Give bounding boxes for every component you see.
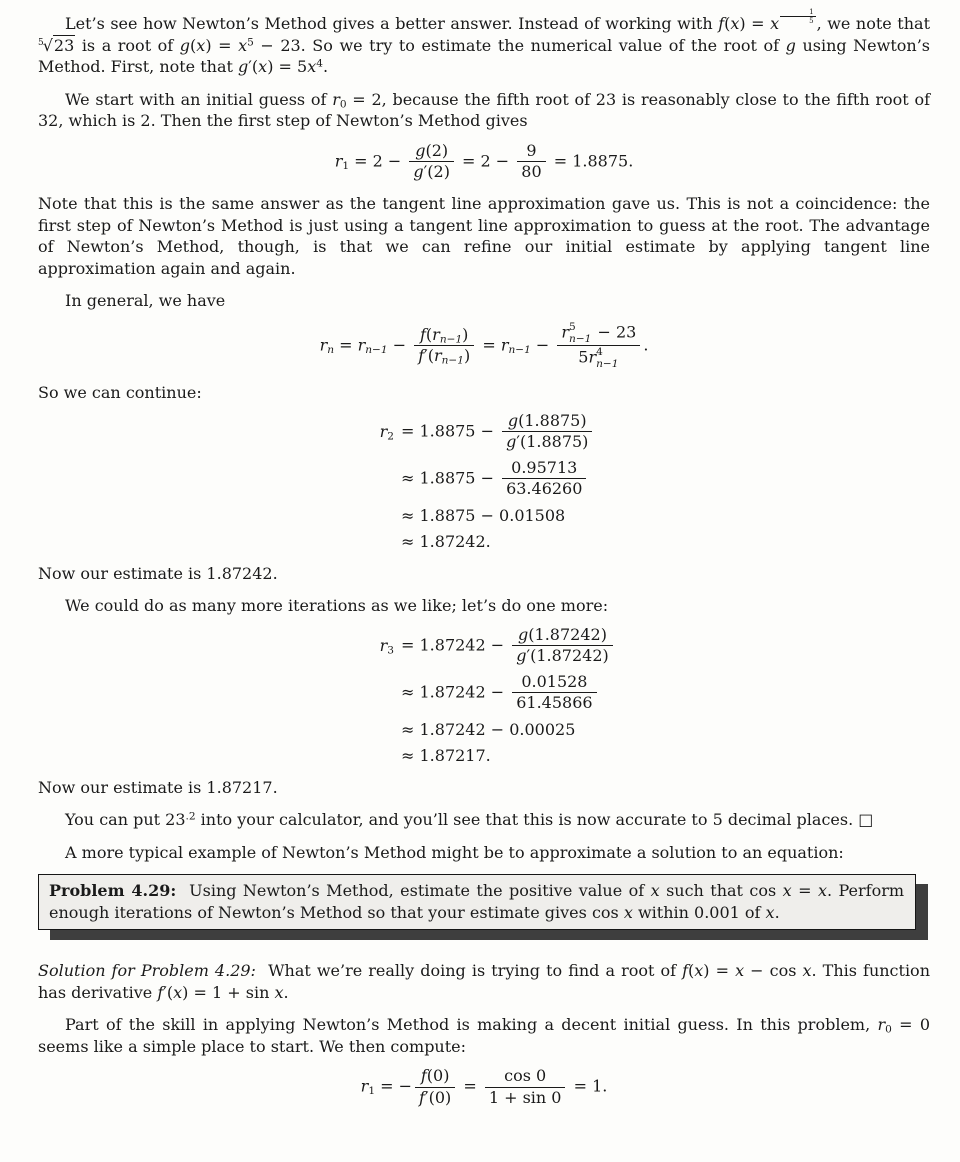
equation-row <box>38 625 930 667</box>
equation-rhs: ≈ 1.8875 − 0.01508 <box>401 505 566 525</box>
paragraph-in-general: In general, we have <box>65 291 226 311</box>
paragraph-initial-guess: We start with an initial guess of $r_0 = 2$, because the fifth root of 23 is reasonably close to the fifth root of 32, which is 2. Then the first step of Newton’s Method gives <box>38 89 931 130</box>
equation-row <box>38 672 930 714</box>
equation-r1-cos: $r_1$ = − $\frac{f(0)}{f'(0)}$ = $\frac{\cos 0}{1 + \sin 0}$ = 1. <box>360 1066 608 1107</box>
paragraph-one-more-iteration: We could do as many more iterations as we like; let’s do one more: <box>65 596 609 616</box>
paragraph-newtons-method-intro: Let’s see how Newton’s Method gives a better answer. Instead of working with f(x) = x $\frac{1}{5}$ , we note that $^5$√23 is a root of $g(x) = x^5 - 23$. So we try to estimate the numerical value of the root of g using Newton’s Method. First, note that $g'(x) = 5x^4$. <box>38 7 930 76</box>
equation-rhs: ≈ 1.8875 − $\frac{0.95713}{63.46260}$ <box>401 458 930 500</box>
paragraph-solution-4-29: Solution for Problem 4.29: What we’re really doing is trying to find a root of f(x) = x − cos x. This function has derivative f′(x) = 1 + sin x. <box>38 961 930 1002</box>
equation-lhs: $r_3$ <box>379 636 394 657</box>
equation-rhs: = 1.87242 − $\frac{g(1.87242)}{g'(1.87242)}$ <box>401 625 930 667</box>
equation-general-formula: $r_n = r_{n-1}$ − $\frac{f(r_{n-1})}{f'(r_{n-1})}$ = $r_{n-1}$ − r 5 n−1 − 23 5r 4 n−1 . <box>319 320 649 371</box>
equation-rhs: ≈ 1.87217. <box>401 746 491 766</box>
equation-block-r3 <box>38 625 930 767</box>
equation-row <box>38 458 930 500</box>
paragraph-tangent-line-note: Note that this is the same answer as the tangent line approximation gave us. This is not a coincidence: the first step of Newton’s Method is just using a tangent line approximation to guess at the root. The advantage of Newton’s Method, though, is that we can refine our initial estimate by applying tangent line approximation again and again. <box>38 194 930 278</box>
equation-row <box>38 745 930 767</box>
equation-lhs: $r_2$ <box>379 422 394 443</box>
equation-block-r2 <box>38 411 930 553</box>
equation-r1: $r_1 = 2$ − $\frac{g(2)}{g'(2)}$ = 2 − $\frac{9}{80}$ = 1.8875. <box>334 140 634 181</box>
paragraph-so-we-continue: So we can continue: <box>38 382 202 402</box>
paragraph-estimate-187242: Now our estimate is 1.87242. <box>38 563 278 583</box>
equation-rhs: = 1.8875 − $\frac{g(1.8875)}{g'(1.8875)}$ <box>401 411 930 453</box>
equation-row <box>38 719 930 741</box>
equation-row <box>38 531 930 553</box>
equation-row <box>38 505 930 527</box>
equation-row <box>38 411 930 453</box>
problem-4-29-box <box>38 874 916 930</box>
equation-rhs: ≈ 1.87242 − $\frac{0.01528}{61.45866}$ <box>401 672 930 714</box>
paragraph-initial-guess-r0: Part of the skill in applying Newton’s Method is making a decent initial guess. In this problem, $r_0 = 0$ seems like a simple place to start. We then compute: <box>38 1015 930 1056</box>
paragraph-calculator-check: You can put $23^{.2}$ into your calculator, and you’ll see that this is now accurate to 5 decimal places. □ <box>65 810 874 830</box>
problem-4-29-statement: Problem 4.29: Using Newton’s Method, estimate the positive value of x such that cos x = x. Perform enough iterations of Newton’s Method so that your estimate gives cos x within 0.001 of x. <box>49 881 905 922</box>
paragraph-estimate-187217: Now our estimate is 1.87217. <box>38 777 278 797</box>
paragraph-typical-example: A more typical example of Newton’s Method might be to approximate a solution to an equation: <box>65 842 844 862</box>
equation-rhs: ≈ 1.87242 − 0.00025 <box>401 719 576 739</box>
equation-rhs: ≈ 1.87242. <box>401 532 491 552</box>
